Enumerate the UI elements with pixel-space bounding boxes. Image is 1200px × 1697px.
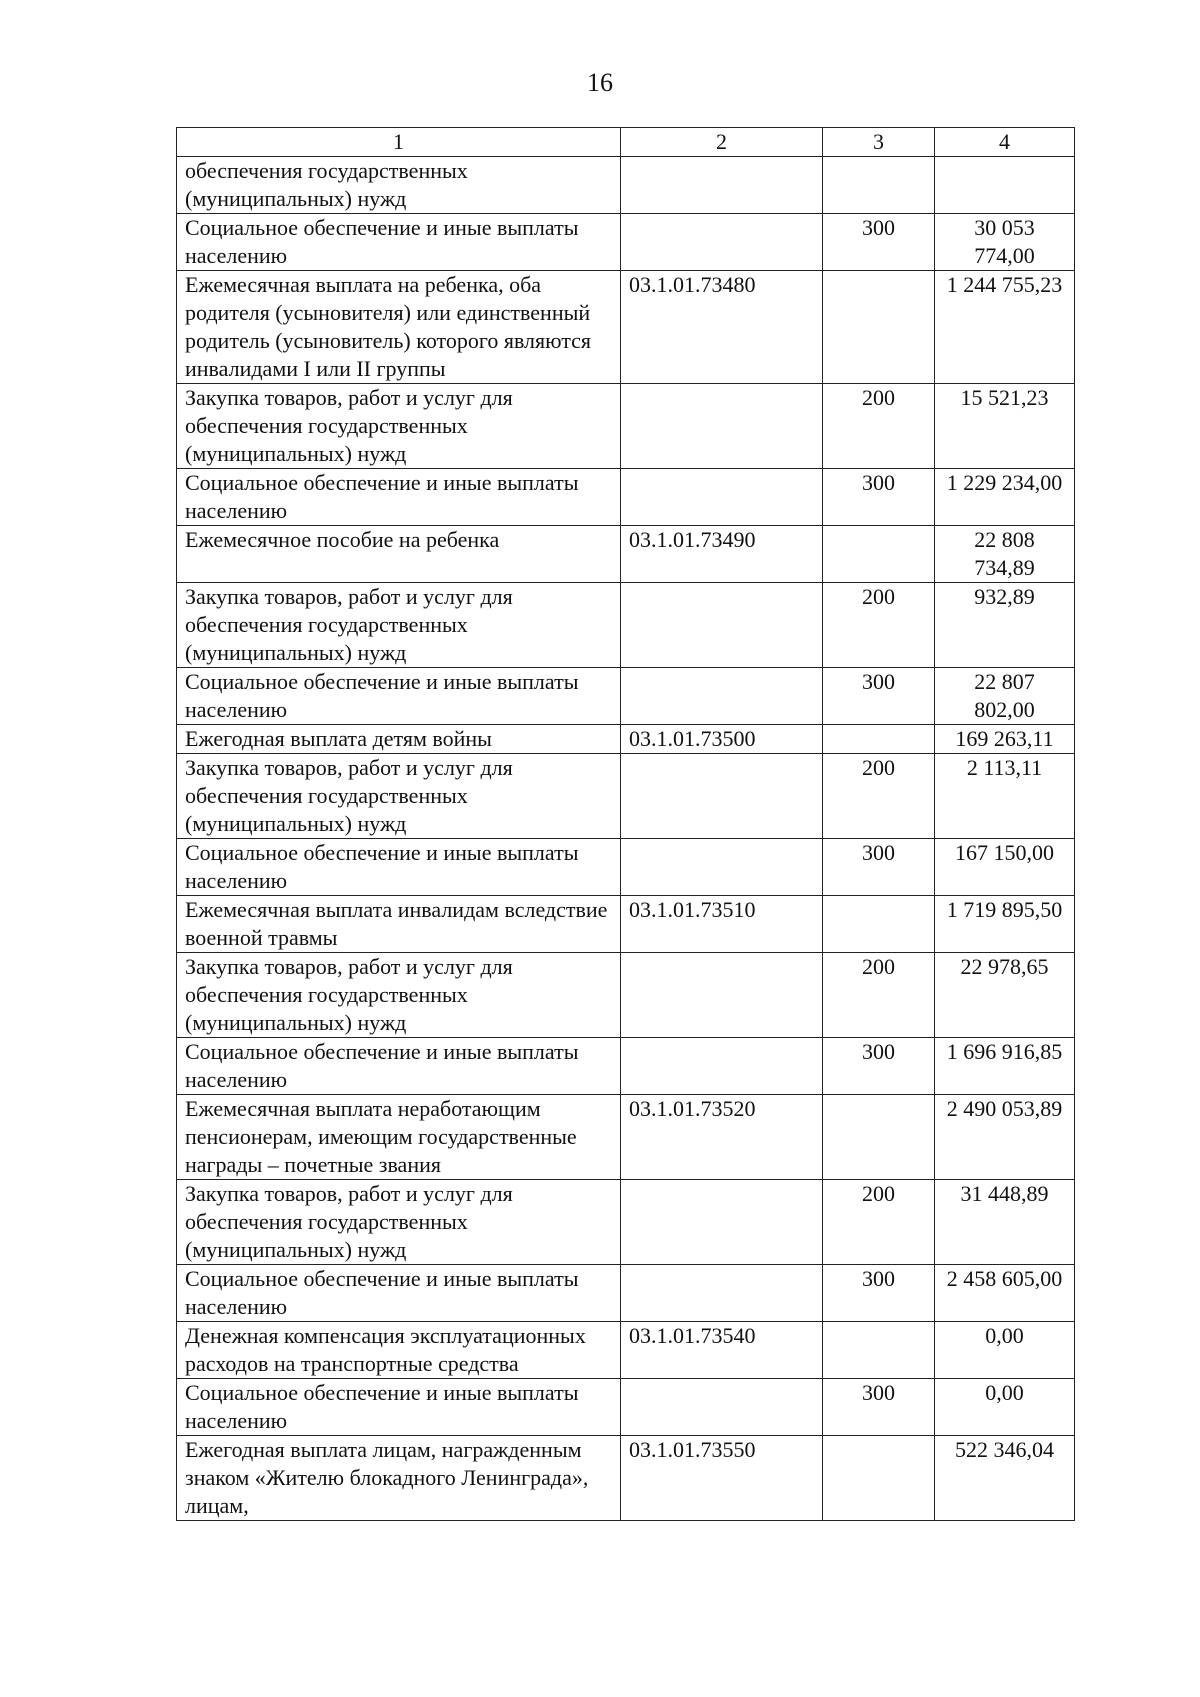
cell-code: 03.1.01.73510 bbox=[621, 896, 823, 953]
cell-name: Закупка товаров, работ и услуг для обеспечения государственных (муниципальных) нужд bbox=[177, 384, 621, 469]
cell-name: Ежемесячная выплата неработающим пенсионерам, имеющим государственные награды – почетные звания bbox=[177, 1095, 621, 1180]
cell-name: Ежегодная выплата лицам, награжденным знаком «Жителю блокадного Ленинграда», лицам, bbox=[177, 1436, 621, 1521]
table-row bbox=[177, 839, 1075, 896]
table-row bbox=[177, 896, 1075, 953]
cell-expense-type bbox=[823, 526, 935, 583]
cell-expense-type: 300 bbox=[823, 214, 935, 271]
cell-code: 03.1.01.73500 bbox=[621, 725, 823, 754]
cell-expense-type: 300 bbox=[823, 1379, 935, 1436]
page-number: 16 bbox=[587, 68, 613, 97]
cell-name: Социальное обеспечение и иные выплаты населению bbox=[177, 1038, 621, 1095]
cell-name: Социальное обеспечение и иные выплаты населению bbox=[177, 469, 621, 526]
cell-code bbox=[621, 583, 823, 668]
cell-name: Закупка товаров, работ и услуг для обеспечения государственных (муниципальных) нужд bbox=[177, 953, 621, 1038]
table-row bbox=[177, 526, 1075, 583]
cell-code bbox=[621, 668, 823, 725]
cell-expense-type: 200 bbox=[823, 754, 935, 839]
cell-name: Закупка товаров, работ и услуг для обеспечения государственных (муниципальных) нужд bbox=[177, 583, 621, 668]
cell-code bbox=[621, 214, 823, 271]
cell-expense-type: 200 bbox=[823, 384, 935, 469]
column-header-1: 1 bbox=[177, 128, 621, 157]
table-row bbox=[177, 1322, 1075, 1379]
cell-name: Социальное обеспечение и иные выплаты населению bbox=[177, 668, 621, 725]
cell-code bbox=[621, 469, 823, 526]
cell-amount: 522 346,04 bbox=[935, 1436, 1075, 1521]
cell-name: обеспечения государственных (муниципальных) нужд bbox=[177, 157, 621, 214]
cell-expense-type bbox=[823, 157, 935, 214]
table-row bbox=[177, 157, 1075, 214]
cell-expense-type bbox=[823, 896, 935, 953]
budget-table bbox=[176, 127, 1075, 1521]
cell-amount: 0,00 bbox=[935, 1379, 1075, 1436]
table-row bbox=[177, 953, 1075, 1038]
table-row bbox=[177, 668, 1075, 725]
cell-amount: 22 807 802,00 bbox=[935, 668, 1075, 725]
cell-amount: 15 521,23 bbox=[935, 384, 1075, 469]
table-body bbox=[177, 157, 1075, 1521]
cell-name: Социальное обеспечение и иные выплаты населению bbox=[177, 214, 621, 271]
table-row bbox=[177, 1436, 1075, 1521]
cell-expense-type bbox=[823, 1436, 935, 1521]
cell-amount bbox=[935, 157, 1075, 214]
cell-name: Социальное обеспечение и иные выплаты населению bbox=[177, 1265, 621, 1322]
cell-code bbox=[621, 384, 823, 469]
cell-code: 03.1.01.73520 bbox=[621, 1095, 823, 1180]
table-row bbox=[177, 1265, 1075, 1322]
cell-amount: 1 229 234,00 bbox=[935, 469, 1075, 526]
cell-amount: 932,89 bbox=[935, 583, 1075, 668]
cell-name: Ежемесячная выплата на ребенка, оба родителя (усыновителя) или единственный родитель (усыновитель) которого являются инвалидами I или II группы bbox=[177, 271, 621, 384]
cell-code bbox=[621, 1180, 823, 1265]
cell-expense-type: 200 bbox=[823, 953, 935, 1038]
table-row bbox=[177, 1379, 1075, 1436]
cell-code bbox=[621, 1379, 823, 1436]
cell-amount: 2 458 605,00 bbox=[935, 1265, 1075, 1322]
cell-amount: 0,00 bbox=[935, 1322, 1075, 1379]
cell-name: Ежемесячная выплата инвалидам вследствие военной травмы bbox=[177, 896, 621, 953]
column-header-4: 4 bbox=[935, 128, 1075, 157]
cell-amount: 167 150,00 bbox=[935, 839, 1075, 896]
cell-code bbox=[621, 953, 823, 1038]
cell-amount: 31 448,89 bbox=[935, 1180, 1075, 1265]
cell-amount: 169 263,11 bbox=[935, 725, 1075, 754]
cell-expense-type bbox=[823, 271, 935, 384]
table-row bbox=[177, 214, 1075, 271]
table-row bbox=[177, 1180, 1075, 1265]
column-header-3: 3 bbox=[823, 128, 935, 157]
cell-expense-type: 300 bbox=[823, 469, 935, 526]
cell-expense-type: 200 bbox=[823, 1180, 935, 1265]
cell-code: 03.1.01.73490 bbox=[621, 526, 823, 583]
table-row bbox=[177, 754, 1075, 839]
cell-amount: 22 978,65 bbox=[935, 953, 1075, 1038]
table-header-row bbox=[177, 128, 1075, 157]
table-row bbox=[177, 583, 1075, 668]
cell-name: Социальное обеспечение и иные выплаты населению bbox=[177, 839, 621, 896]
cell-amount: 1 696 916,85 bbox=[935, 1038, 1075, 1095]
cell-expense-type: 300 bbox=[823, 839, 935, 896]
cell-code bbox=[621, 1265, 823, 1322]
table-row bbox=[177, 725, 1075, 754]
cell-code: 03.1.01.73540 bbox=[621, 1322, 823, 1379]
cell-expense-type bbox=[823, 1095, 935, 1180]
cell-code: 03.1.01.73550 bbox=[621, 1436, 823, 1521]
cell-amount: 2 113,11 bbox=[935, 754, 1075, 839]
cell-name: Закупка товаров, работ и услуг для обеспечения государственных (муниципальных) нужд bbox=[177, 1180, 621, 1265]
cell-expense-type: 300 bbox=[823, 1265, 935, 1322]
cell-amount: 1 719 895,50 bbox=[935, 896, 1075, 953]
cell-name: Ежегодная выплата детям войны bbox=[177, 725, 621, 754]
cell-name: Ежемесячное пособие на ребенка bbox=[177, 526, 621, 583]
cell-code: 03.1.01.73480 bbox=[621, 271, 823, 384]
table-row bbox=[177, 1038, 1075, 1095]
cell-expense-type: 300 bbox=[823, 668, 935, 725]
cell-expense-type bbox=[823, 725, 935, 754]
cell-expense-type: 300 bbox=[823, 1038, 935, 1095]
cell-code bbox=[621, 1038, 823, 1095]
cell-name: Закупка товаров, работ и услуг для обеспечения государственных (муниципальных) нужд bbox=[177, 754, 621, 839]
cell-expense-type bbox=[823, 1322, 935, 1379]
table-row bbox=[177, 1095, 1075, 1180]
table-row bbox=[177, 469, 1075, 526]
table-row bbox=[177, 384, 1075, 469]
cell-name: Социальное обеспечение и иные выплаты населению bbox=[177, 1379, 621, 1436]
cell-code bbox=[621, 157, 823, 214]
cell-amount: 2 490 053,89 bbox=[935, 1095, 1075, 1180]
cell-amount: 1 244 755,23 bbox=[935, 271, 1075, 384]
cell-code bbox=[621, 754, 823, 839]
cell-amount: 30 053 774,00 bbox=[935, 214, 1075, 271]
cell-expense-type: 200 bbox=[823, 583, 935, 668]
cell-code bbox=[621, 839, 823, 896]
column-header-2: 2 bbox=[621, 128, 823, 157]
cell-amount: 22 808 734,89 bbox=[935, 526, 1075, 583]
cell-name: Денежная компенсация эксплуатационных расходов на транспортные средства bbox=[177, 1322, 621, 1379]
table-row bbox=[177, 271, 1075, 384]
